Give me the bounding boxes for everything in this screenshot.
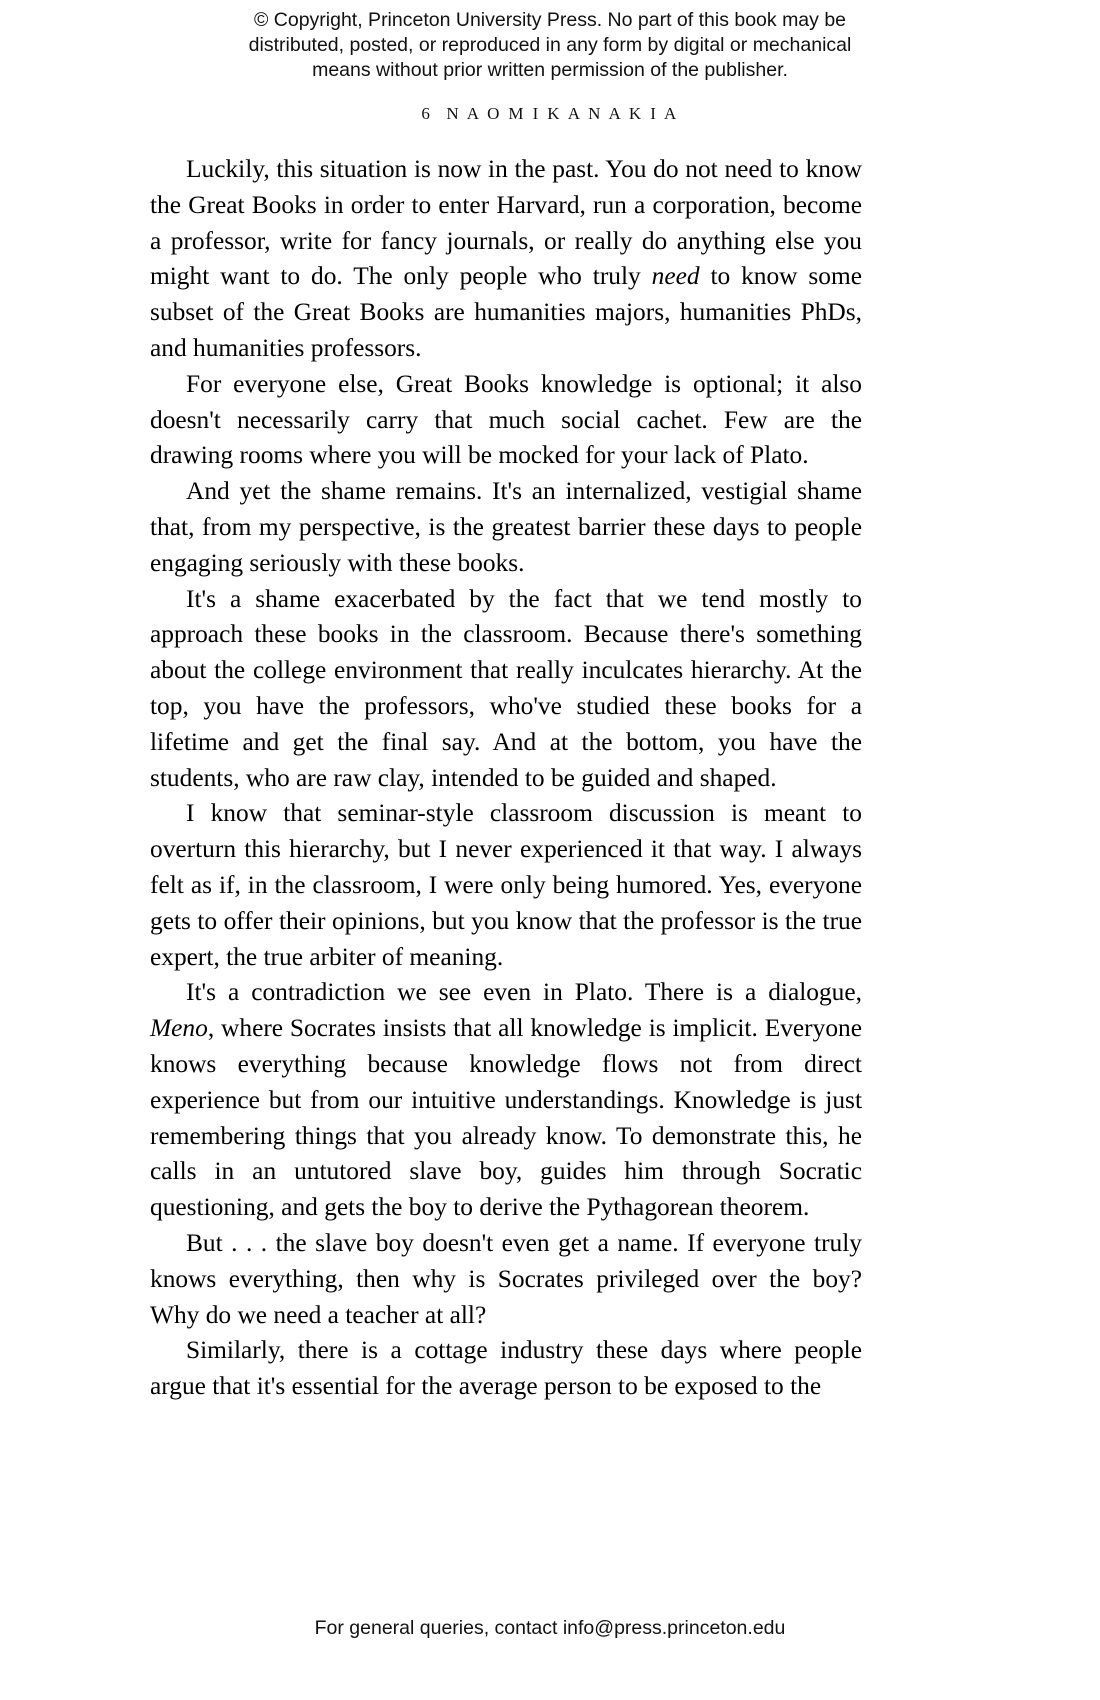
paragraph-4: It's a shame exacerbated by the fact that we tend mostly to approach these books in the classroom. Because there's something about the college environment that really inculcates hierarchy. At the top, you have the professors, who've studied these books for a lifetime and get the final say. And at the bottom, you have the students, who are raw clay, intended to be guided and shaped. [150, 584, 862, 792]
paragraph-1-part-b: to know some subset of the Great Books are humanities majors, humanities PhDs, and humanities professors. [150, 262, 862, 362]
copyright-line-3: means without prior written permission of the publisher. [312, 59, 788, 81]
running-head-author: N A O M I K A N A K I A [446, 104, 679, 123]
footer-query-note: For general queries, contact info@press.princeton.edu [314, 1617, 786, 1639]
paragraph-1-italic: need [651, 262, 700, 291]
paragraph-6-part-a: It's a contradiction we see even in Plato. There is a dialogue, [186, 978, 862, 1007]
paragraph-5: I know that seminar-style classroom discussion is meant to overturn this hierarchy, but I never experienced it that way. I always felt as if, in the classroom, I were only being humored. Yes, everyone gets to offer their opinions, but you know that the professor is the true expert, the true arbiter of meaning. [150, 799, 862, 971]
paragraph-6 [150, 975, 862, 1226]
paragraph-2: For everyone else, Great Books knowledge is optional; it also doesn't necessarily carry that much social cachet. Few are the drawing rooms where you will be mocked for your lack of Plato. [150, 369, 862, 470]
paragraph-7: But . . . the slave boy doesn't even get a name. If everyone truly knows everything, then why is Socrates privileged over the boy? Why do we need a teacher at all? [150, 1228, 862, 1329]
copyright-line-2: distributed, posted, or reproduced in any form by digital or mechanical [248, 34, 852, 56]
copyright-line-1: © Copyright, Princeton University Press. No part of this book may be [253, 9, 847, 31]
running-head [0, 104, 1100, 124]
copyright-notice [0, 8, 1100, 83]
paragraph-3: And yet the shame remains. It's an internalized, vestigial shame that, from my perspective, is the greatest barrier these days to people engaging seriously with these books. [150, 477, 862, 577]
paragraph-8: Similarly, there is a cottage industry these days where people argue that it's essential for the average person to be exposed to the [150, 1336, 862, 1401]
paragraph-1 [150, 152, 862, 367]
paragraph-6-italic: Meno [150, 1014, 208, 1043]
page-number: 6 [421, 104, 431, 123]
page-body-text [150, 152, 862, 1405]
paragraph-1-part-a: Luckily, this situation is now in the past. You do not need to know the Great Books in order to enter Harvard, run a corporation, become a professor, write for fancy journals, or really do anything else you might want to do. The only people who truly [150, 155, 862, 291]
paragraph-6-part-b: , where Socrates insists that all knowledge is implicit. Everyone knows everything because knowledge flows not from direct experience but from our intuitive understandings. Knowledge is just remembering things that you already know. To demonstrate this, he calls in an untutored slave boy, guides him through Socratic questioning, and gets the boy to derive the Pythagorean theorem. [150, 1014, 862, 1222]
